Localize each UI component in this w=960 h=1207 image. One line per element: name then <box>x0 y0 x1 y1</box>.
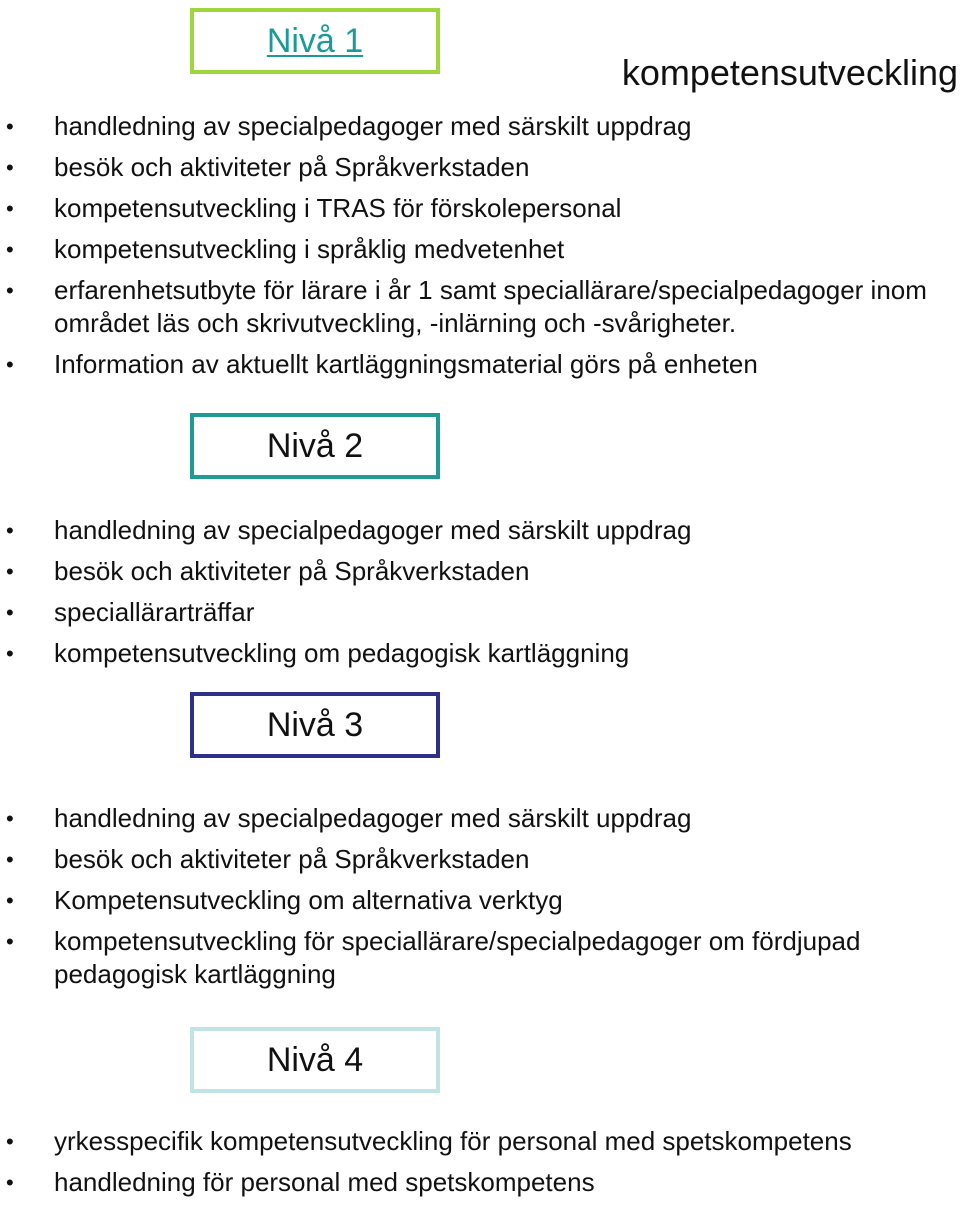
list-item <box>0 514 960 547</box>
list-item <box>0 925 960 991</box>
list-item <box>0 233 960 266</box>
level-3-title: Nivå 3 <box>266 705 364 744</box>
bullet-icon: • <box>6 155 14 180</box>
level-2-box <box>190 413 440 479</box>
list-item <box>0 802 960 835</box>
list-item-text: besök och aktiviteter på Språkverkstaden <box>54 844 530 874</box>
list-item <box>0 151 960 184</box>
list-item <box>0 843 960 876</box>
list-item-text: Kompetensutveckling om alternativa verktyg <box>54 885 563 915</box>
list-item-text: handledning av specialpedagoger med särskilt uppdrag <box>54 515 692 545</box>
bullet-icon: • <box>6 641 14 666</box>
list-item-text: kompetensutveckling i språklig medvetenhet <box>54 234 565 264</box>
bullet-icon: • <box>6 518 14 543</box>
level-1-title-link[interactable]: Nivå 1 <box>266 21 364 60</box>
list-item <box>0 1166 960 1199</box>
list-item-text: kompetensutveckling för speciallärare/specialpedagoger om fördjupad pedagogisk kartläggning <box>54 926 861 989</box>
bullet-icon: • <box>6 1129 14 1154</box>
bullet-icon: • <box>6 600 14 625</box>
header-kompetensutveckling: kompetensutveckling <box>621 52 958 93</box>
list-item-text: yrkesspecifik kompetensutveckling för personal med spetskompetens <box>54 1126 852 1156</box>
list-item <box>0 1125 960 1158</box>
level-3-box <box>190 692 440 758</box>
list-item-text: kompetensutveckling om pedagogisk kartläggning <box>54 638 630 668</box>
list-item-text: besök och aktiviteter på Språkverkstaden <box>54 152 530 182</box>
level-3-list <box>0 802 960 999</box>
level-4-title: Nivå 4 <box>266 1040 364 1079</box>
level-1-box <box>190 8 440 74</box>
bullet-icon: • <box>6 196 14 221</box>
list-item-text: handledning av specialpedagoger med särskilt uppdrag <box>54 111 692 141</box>
list-item <box>0 637 960 670</box>
bullet-icon: • <box>6 1170 14 1195</box>
bullet-icon: • <box>6 559 14 584</box>
list-item <box>0 596 960 629</box>
list-item-text: handledning av specialpedagoger med särskilt uppdrag <box>54 803 692 833</box>
list-item-text: handledning för personal med spetskompetens <box>54 1167 595 1197</box>
level-4-list <box>0 1125 960 1207</box>
list-item-text: erfarenhetsutbyte för lärare i år 1 samt speciallärare/specialpedagoger inom området läs och skrivutveckling, -inlärning och -svårigheter. <box>54 275 927 338</box>
bullet-icon: • <box>6 114 14 139</box>
bullet-icon: • <box>6 237 14 262</box>
bullet-icon: • <box>6 847 14 872</box>
list-item <box>0 884 960 917</box>
list-item-text: speciallärarträffar <box>54 597 255 627</box>
list-item <box>0 274 960 340</box>
bullet-icon: • <box>6 888 14 913</box>
level-1-list <box>0 110 960 389</box>
bullet-icon: • <box>6 929 14 954</box>
bullet-icon: • <box>6 278 14 303</box>
list-item <box>0 110 960 143</box>
list-item-text: besök och aktiviteter på Språkverkstaden <box>54 556 530 586</box>
bullet-icon: • <box>6 352 14 377</box>
bullet-icon: • <box>6 806 14 831</box>
level-2-list <box>0 514 960 678</box>
list-item-text: Information av aktuellt kartläggningsmaterial görs på enheten <box>54 349 758 379</box>
list-item-text: kompetensutveckling i TRAS för förskolepersonal <box>54 193 622 223</box>
level-4-box <box>190 1027 440 1093</box>
list-item <box>0 555 960 588</box>
list-item <box>0 192 960 225</box>
level-2-title: Nivå 2 <box>266 426 364 465</box>
list-item <box>0 348 960 381</box>
